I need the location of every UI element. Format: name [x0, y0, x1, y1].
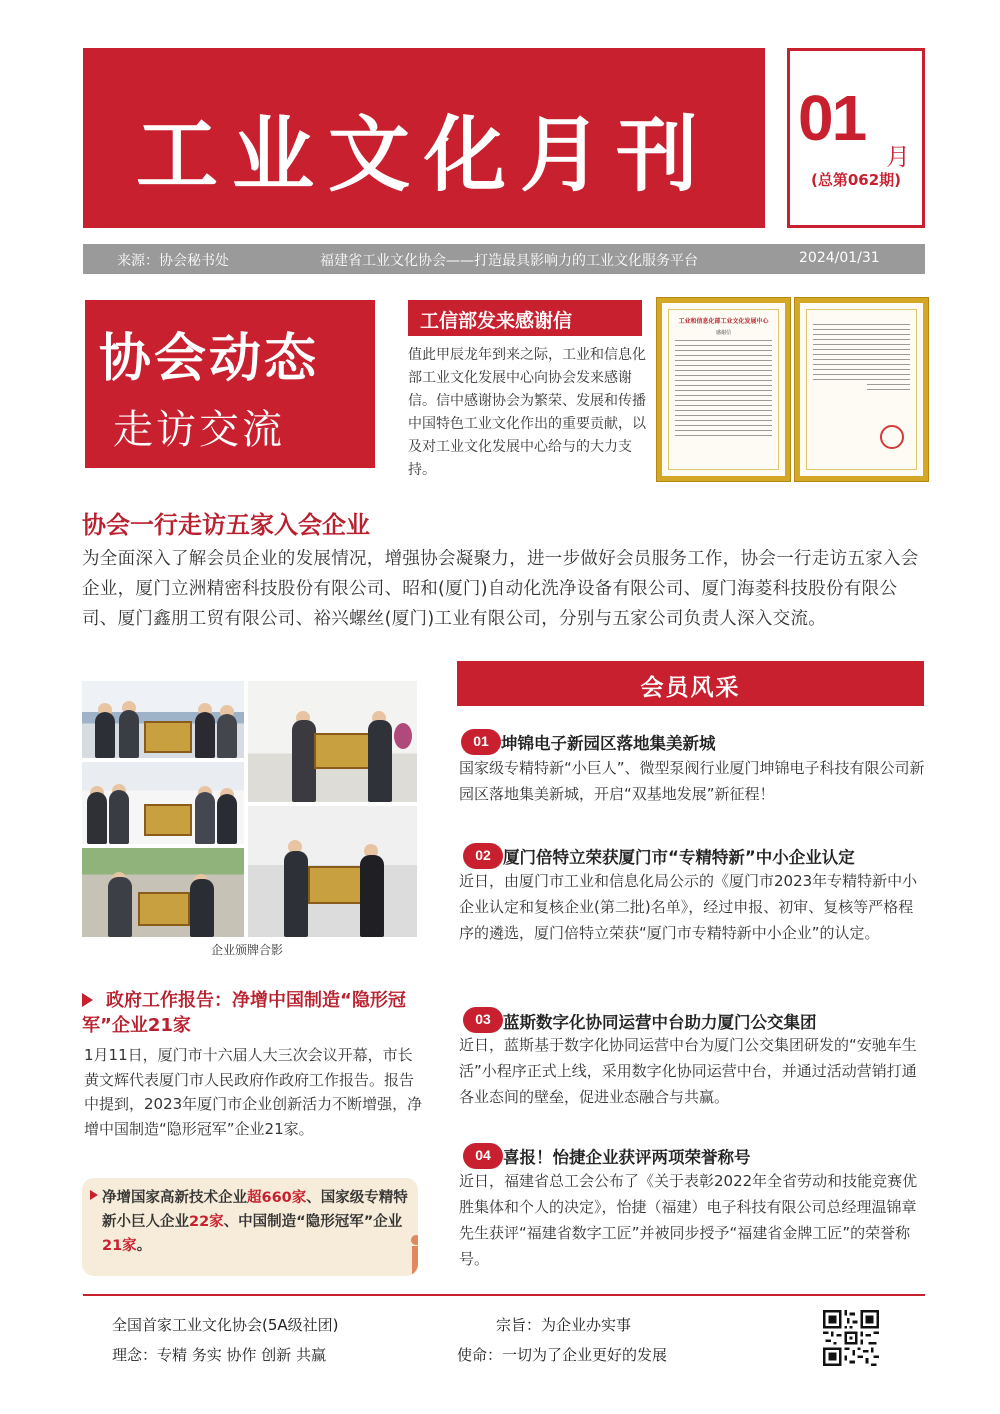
footer-org: 全国首家工业文化协会(5A级社团) [112, 1316, 339, 1334]
highlight-text-1: 净增国家高新技术企业 [102, 1190, 247, 1206]
official-seal [880, 425, 904, 449]
visit-article-title: 协会一行走访五家入会企业 [82, 511, 370, 539]
thank-letter-heading: 工信部发来感谢信 [408, 300, 642, 336]
section-badge [85, 300, 375, 468]
publish-date: 2024/01/31 [799, 250, 880, 266]
gov-report-title-text: 政府工作报告：净增中国制造“隐形冠军”企业21家 [82, 990, 406, 1036]
visit-photo-5 [82, 848, 244, 937]
member-section-heading: 会员风采 [457, 661, 924, 706]
highlight-value-2: 22家 [189, 1214, 224, 1230]
issue-total: (总第062期) [810, 171, 902, 189]
gov-report-title [82, 988, 422, 1038]
visit-photo-2 [248, 681, 417, 802]
member-item-title: 蓝斯数字化协同运营中台助力厦门公交集团 [503, 1013, 817, 1032]
visit-photo-1 [82, 681, 244, 758]
item-number-badge: 01 [461, 729, 501, 755]
footer-divider [83, 1294, 925, 1296]
thank-letter-body: 值此甲辰龙年到来之际，工业和信息化部工业文化发展中心向协会发来感谢信。信中感谢协会为繁荣、发展和传播中国特色工业文化作出的重要贡献，以及对工业文化发展中心给与的大力支持。 [408, 347, 646, 478]
member-item-body: 近日，由厦门市工业和信息化局公示的《厦门市2023年专精特新中小企业认定和复核企业(第二批)名单》，经过申报、初审、复核等严格程序的遴选，厦门倍特立荣获“厦门市专精特新中小企业”的认定。 [459, 872, 918, 942]
footer-tenet: 宗旨：为企业办实事 [496, 1316, 632, 1334]
qr-code-icon [823, 1310, 879, 1366]
thank-letter-image-page2 [795, 298, 928, 481]
issue-box [787, 48, 925, 228]
item-number-badge: 04 [463, 1143, 503, 1169]
issue-number: 01 [798, 82, 866, 154]
issue-unit: 月 [886, 143, 910, 171]
visit-article-body: 为全面深入了解会员企业的发展情况，增强协会凝聚力，进一步做好会员服务工作，协会一行走访五家入会企业，厦门立洲精密科技股份有限公司、昭和(厦门)自动化洗净设备有限公司、厦门海菱科技股份有限公司、厦门鑫朋工贸有限公司、裕兴螺丝(厦门)工业有限公司，分别与五家公司负责人深入交流。 [82, 549, 919, 629]
highlight-value-1: 超660家 [247, 1190, 307, 1206]
slogan: 福建省工业文化协会——打造最具影响力的工业文化服务平台 [320, 253, 698, 269]
member-item-body: 近日，福建省总工会公布了《关于表彰2022年全省劳动和技能竞赛优胜集体和个人的决定》，怡捷（福建）电子科技有限公司总经理温锦章先生获评“福建省数字工匠”并被同步授予“福建省金牌工匠”的荣誉称号。 [459, 1172, 918, 1268]
footer-concept: 理念：专精 务实 协作 创新 共赢 [112, 1346, 327, 1364]
highlight-text-3: 、中国制造“隐形冠军”企业 [223, 1214, 403, 1230]
info-bar [83, 244, 925, 274]
highlight-text-4: 。 [136, 1238, 152, 1254]
item-number-badge: 03 [463, 1007, 503, 1033]
item-number-badge: 02 [463, 843, 503, 869]
member-item-title: 坤锦电子新园区落地集美新城 [501, 734, 716, 753]
highlight-text-2: 、国家级专精特新小巨人企业 [102, 1190, 408, 1230]
cert-title: 工业和信息化部工业文化发展中心 [678, 318, 769, 325]
source-label: 来源：协会秘书处 [117, 253, 229, 269]
highlight-value-3: 21家 [102, 1238, 137, 1254]
play-arrow-icon [90, 1190, 98, 1200]
section-subtitle: 走访交流 [113, 407, 285, 453]
gov-highlight-text [102, 1186, 414, 1258]
section-title: 协会动态 [99, 328, 320, 389]
cert-subtitle: 感谢信 [715, 330, 731, 336]
cheering-people-icon [404, 1218, 418, 1276]
publication-title: 工业文化月刊 [135, 107, 712, 203]
visit-photo-3 [82, 762, 244, 844]
member-item-body: 国家级专精特新“小巨人”、微型泵阀行业厦门坤锦电子科技有限公司新园区落地集美新城，开启“双基地发展”新征程！ [459, 759, 925, 803]
masthead-banner [83, 48, 765, 228]
visit-photo-4 [248, 806, 417, 937]
gov-report-body: 1月11日，厦门市十六届人大三次会议开幕，市长黄文辉代表厦门市人民政府作政府工作报告。报告中提到，2023年厦门市企业创新活力不断增强，净增中国制造“隐形冠军”企业21家。 [84, 1046, 423, 1138]
gov-highlight-box [82, 1178, 418, 1276]
thank-letter-image-page1 [657, 298, 790, 481]
photo-caption: 企业颁牌合影 [210, 943, 283, 957]
footer-mission: 使命：一切为了企业更好的发展 [457, 1346, 668, 1364]
member-item-title: 厦门倍特立荣获厦门市“专精特新”中小企业认定 [503, 848, 855, 867]
member-item-body: 近日，蓝斯基于数字化协同运营中台为厦门公交集团研发的“安驰车生活”小程序正式上线，采用数字化协同运营中台，并通过活动营销打通各业态间的壁垒，促进业态融合与共赢。 [459, 1036, 917, 1106]
member-item-title: 喜报！怡捷企业获评两项荣誉称号 [503, 1148, 751, 1167]
